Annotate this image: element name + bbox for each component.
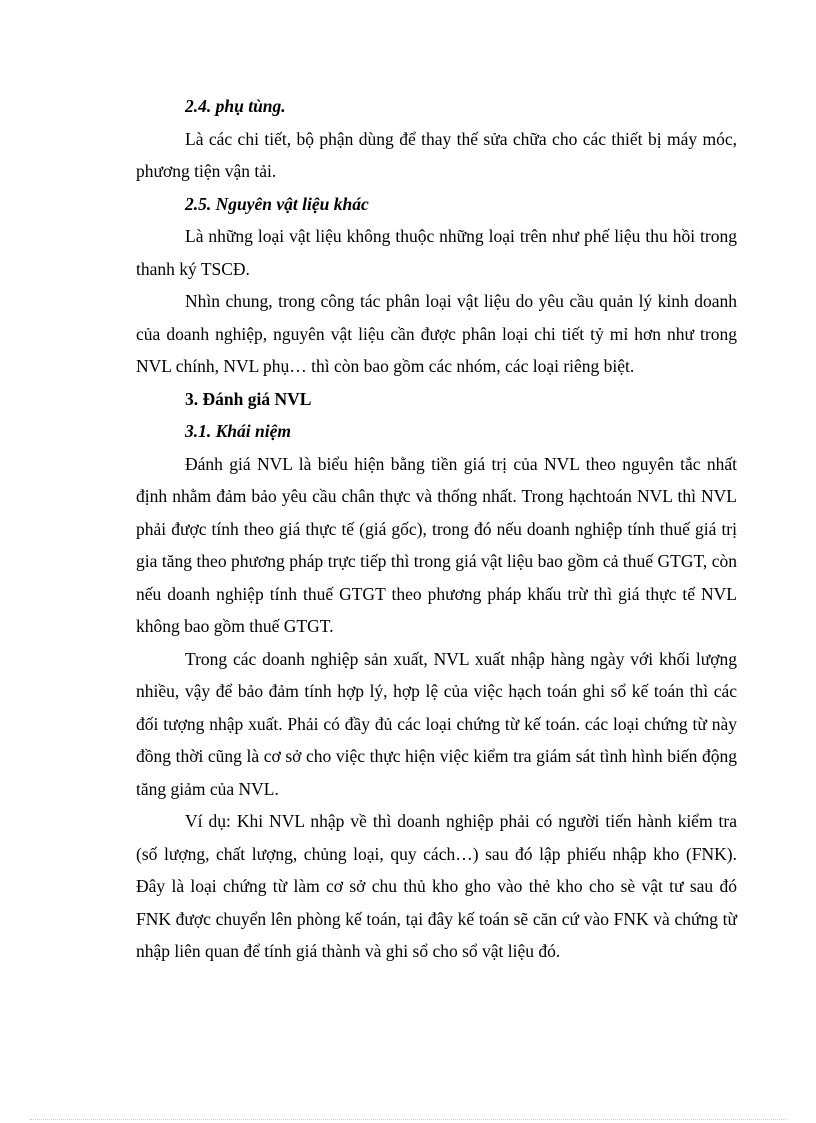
paragraph-3-1-documents: Trong các doanh nghiệp sản xuất, NVL xuất nhập hàng ngày với khối lượng nhiều, vậy để bảo đảm tính hợp lý, hợp lệ của việc hạch toán ghi sổ kế toán thì các đối tượng nhập xuất. Phải có đầy đủ các loại chứng từ kế toán. các loại chứng từ này đồng thời cũng là cơ sở cho việc thực hiện việc kiểm tra giám sát tình hình biến động tăng giảm của NVL. [136, 648, 737, 799]
document-page [136, 90, 737, 968]
paragraph-summary: Nhìn chung, trong công tác phân loại vật liệu do yêu cầu quản lý kinh doanh của doanh nghiệp, nguyên vật liệu cần được phân loại chi tiết tỷ mỉ hơn như trong NVL chính, NVL phụ… thì còn bao gồm các nhóm, các loại riêng biệt. [136, 291, 737, 376]
page-bottom-divider [30, 1119, 786, 1120]
heading-3-1: 3.1. Khái niệm [185, 421, 291, 441]
heading-2-4: 2.4. phụ tùng. [185, 96, 286, 116]
paragraph-2-5: Là những loại vật liệu không thuộc những loại trên như phế liệu thu hồi trong thanh ký TSCĐ. [136, 226, 737, 279]
paragraph-3-1-definition: Đánh giá NVL là biểu hiện bằng tiền giá trị của NVL theo nguyên tắc nhất định nhằm đảm bảo yêu cầu chân thực và thống nhất. Trong hạchtoán NVL thì NVL phải được tính theo giá thực tế (giá gốc), trong đó nếu doanh nghiệp tính thuế giá trị gia tăng theo phương pháp trực tiếp thì trong giá vật liệu bao gồm cả thuế GTGT, còn nếu doanh nghiệp tính thuế GTGT theo phương pháp khấu trừ thì giá thực tế NVL không bao gồm thuế GTGT. [136, 453, 737, 636]
heading-2-5: 2.5. Nguyên vật liệu khác [185, 193, 369, 214]
paragraph-2-4: Là các chi tiết, bộ phận dùng để thay thế sửa chữa cho các thiết bị máy móc, phương tiện vận tải. [136, 128, 737, 181]
heading-3: 3. Đánh giá NVL [185, 388, 312, 409]
paragraph-3-1-example: Ví dụ: Khi NVL nhập về thì doanh nghiệp phải có người tiến hành kiểm tra (số lượng, chất lượng, chủng loại, quy cách…) sau đó lập phiếu nhập kho (FNK). Đây là loại chứng từ làm cơ sở chu thủ kho gho vào thẻ kho cho sè vật tư sau đó FNK được chuyển lên phòng kế toán, tại đây kế toán sẽ căn cứ vào FNK và chứng từ nhập liên quan để tính giá thành và ghi sổ cho sổ vật liệu đó. [136, 811, 737, 961]
